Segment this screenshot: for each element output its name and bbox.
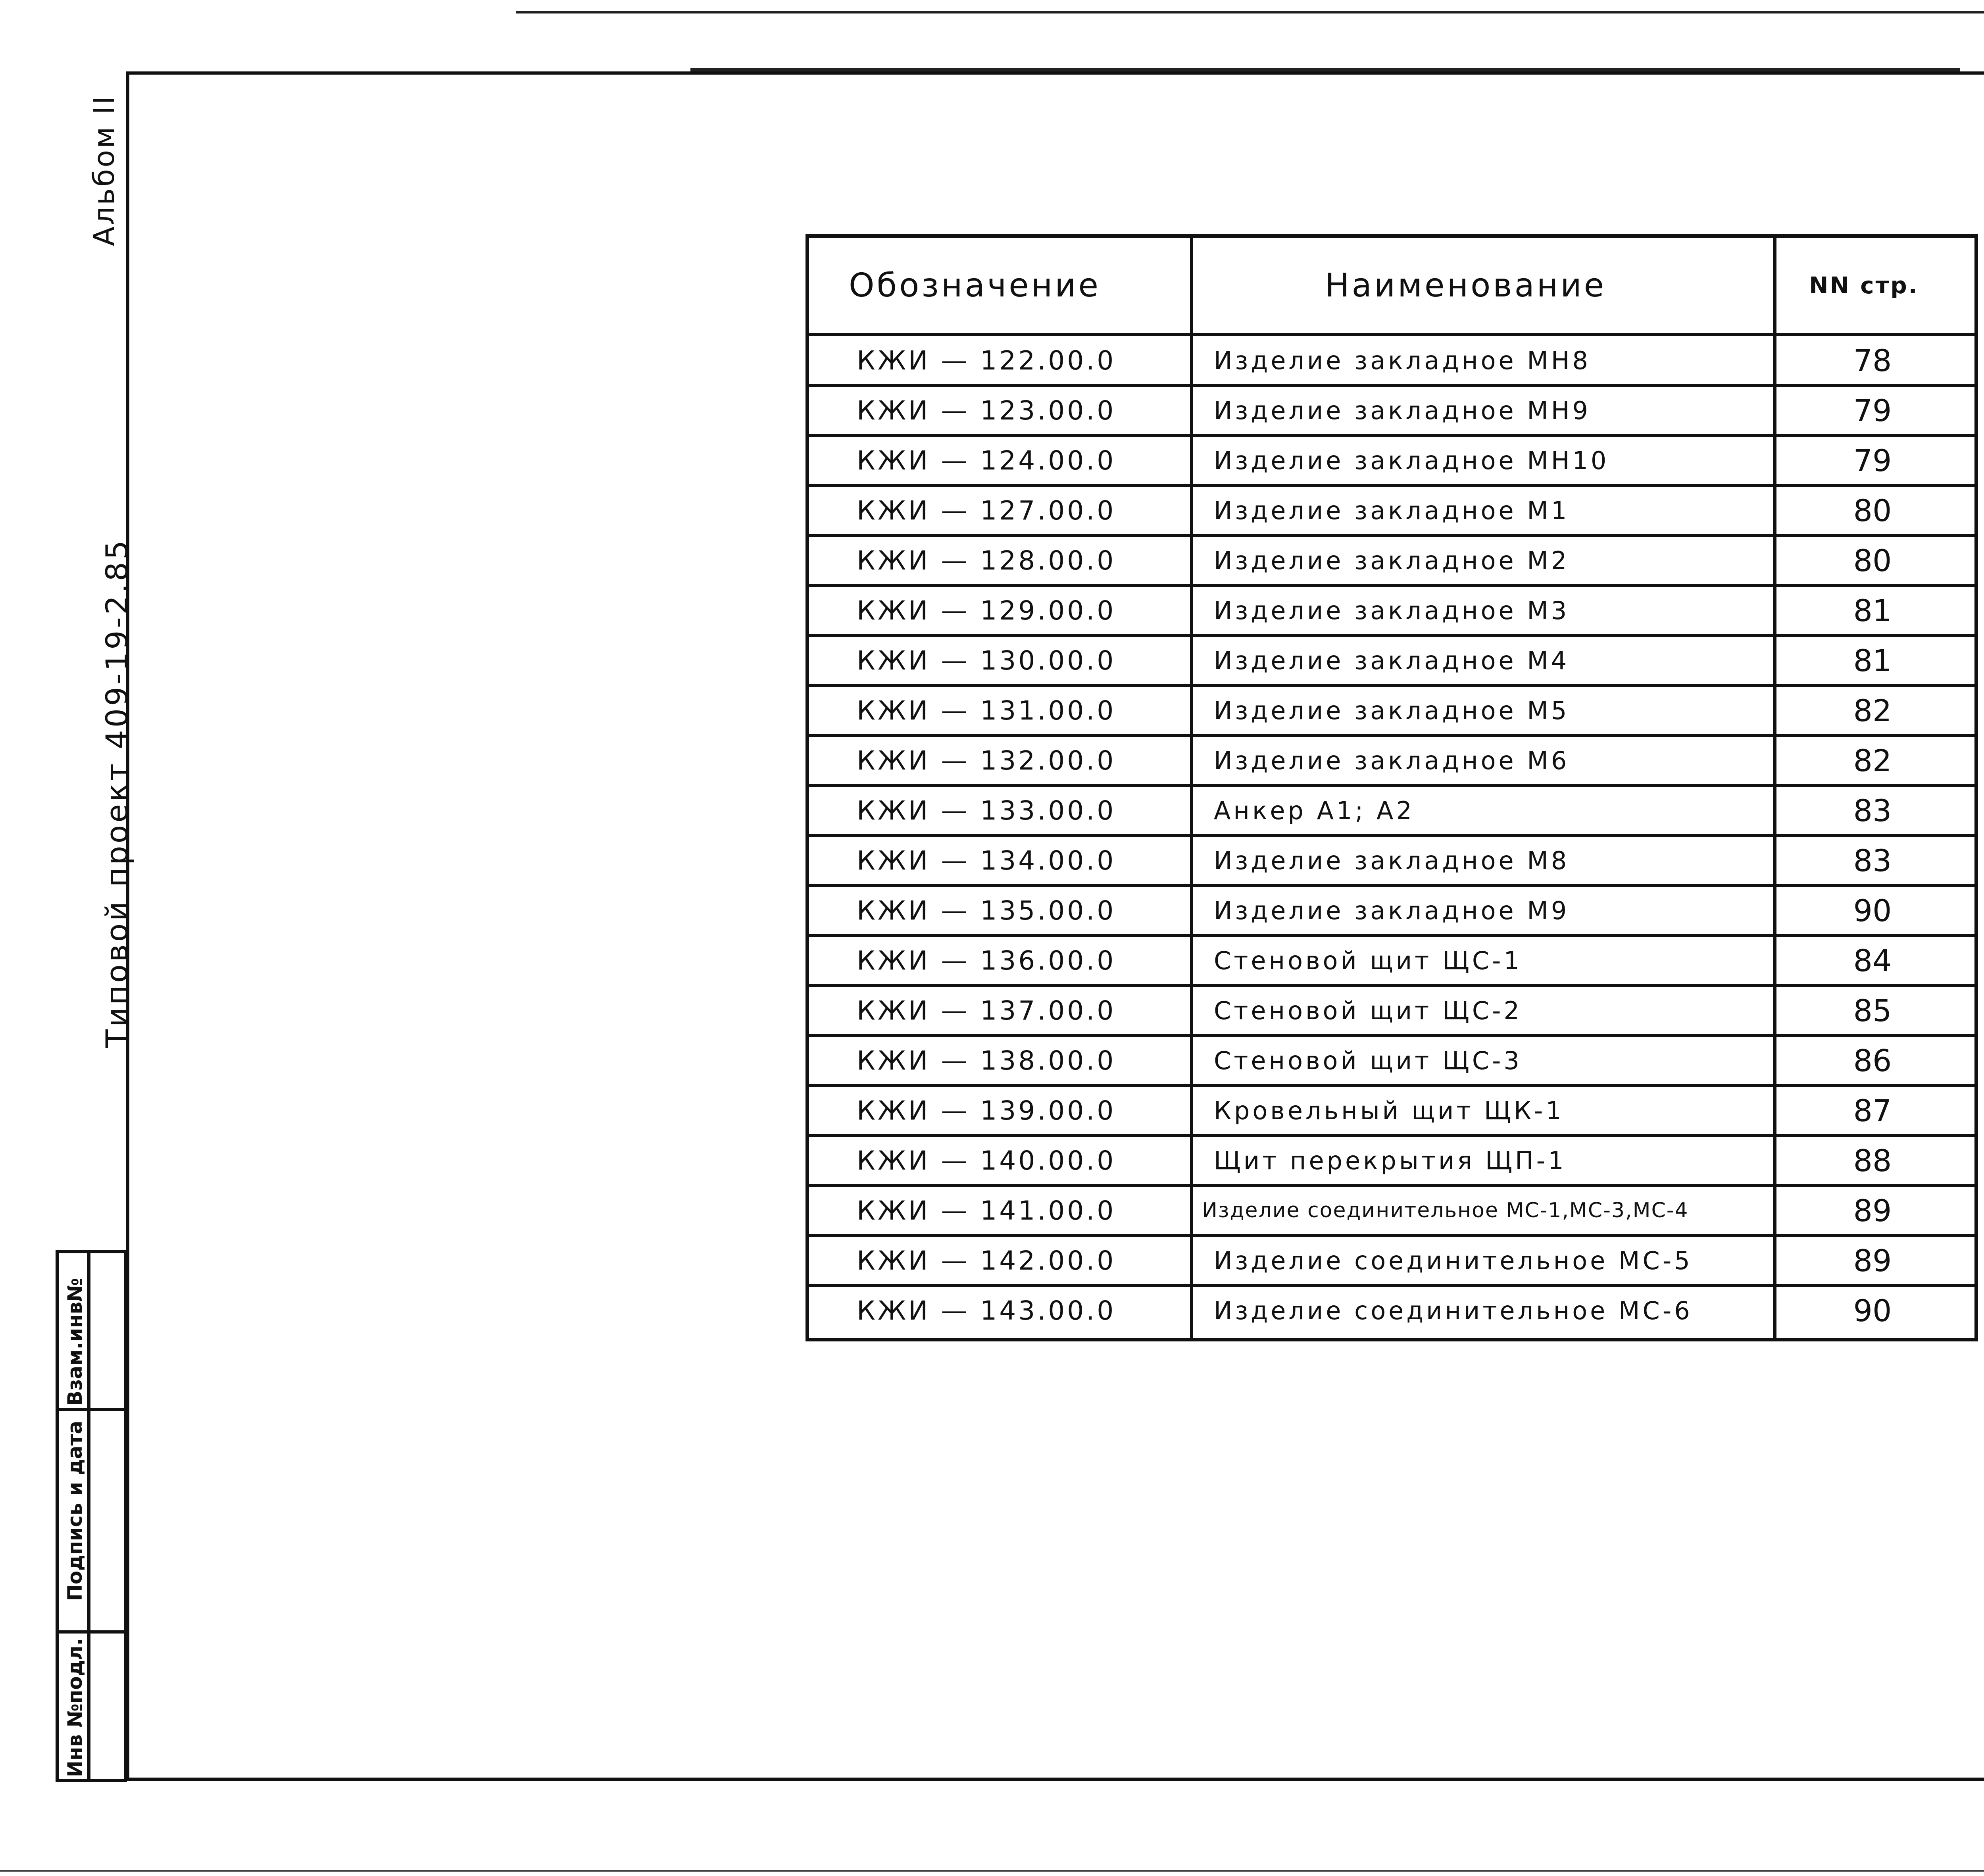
row-name: Изделие закладное М5 bbox=[1214, 696, 1570, 725]
row-page-cell bbox=[1773, 986, 1972, 1035]
header-name: Наименование bbox=[1325, 266, 1607, 304]
table-row bbox=[809, 736, 1974, 785]
row-code: КЖИ — 130.00.0 bbox=[857, 645, 1116, 676]
row-code: КЖИ — 143.00.0 bbox=[857, 1295, 1116, 1326]
approval-stamp bbox=[56, 1250, 127, 1782]
table-row bbox=[809, 486, 1974, 535]
stamp-label-inv-original: Инв №подл. bbox=[63, 1638, 87, 1777]
row-name: Стеновой щит ЩС-2 bbox=[1214, 996, 1522, 1025]
table-row bbox=[809, 536, 1974, 585]
row-name-cell bbox=[1190, 936, 1773, 985]
row-code: КЖИ — 138.00.0 bbox=[857, 1045, 1116, 1076]
table-row bbox=[809, 1286, 1974, 1335]
row-name-cell bbox=[1190, 436, 1773, 485]
row-name: Изделие соединительное МС-6 bbox=[1214, 1296, 1693, 1325]
row-name-cell bbox=[1190, 886, 1773, 935]
header-divider bbox=[809, 333, 1974, 336]
row-page-cell bbox=[1773, 786, 1972, 835]
row-code: КЖИ — 122.00.0 bbox=[857, 345, 1116, 376]
row-page-cell bbox=[1773, 1086, 1972, 1135]
table-row bbox=[809, 586, 1974, 635]
row-name: Изделие закладное М4 bbox=[1214, 646, 1570, 675]
row-code: КЖИ — 136.00.0 bbox=[857, 945, 1116, 976]
row-name-cell bbox=[1190, 986, 1773, 1035]
row-page-cell bbox=[1773, 736, 1972, 785]
row-name: Изделие соединительное МС-1,МС-3,МС-4 bbox=[1202, 1199, 1689, 1222]
row-name-cell bbox=[1190, 1186, 1773, 1235]
header-code: Обозначение bbox=[849, 266, 1101, 304]
row-name: Стеновой щит ЩС-1 bbox=[1214, 946, 1522, 975]
stamp-label-column bbox=[59, 1253, 90, 1779]
table-row bbox=[809, 1236, 1974, 1285]
row-page-cell bbox=[1773, 336, 1972, 385]
row-page-cell bbox=[1773, 886, 1972, 935]
row-name: Стеновой щит ЩС-3 bbox=[1214, 1046, 1522, 1075]
row-name-cell bbox=[1190, 336, 1773, 385]
row-page: 78 bbox=[1853, 342, 1892, 378]
table-row bbox=[809, 936, 1974, 985]
row-page: 82 bbox=[1853, 743, 1892, 778]
row-name-cell bbox=[1190, 636, 1773, 685]
row-name-cell bbox=[1190, 486, 1773, 535]
row-name-cell bbox=[1190, 686, 1773, 735]
row-code: КЖИ — 142.00.0 bbox=[857, 1245, 1116, 1276]
row-code: КЖИ — 135.00.0 bbox=[857, 895, 1116, 926]
row-name: Изделие закладное М8 bbox=[1214, 846, 1570, 875]
row-page-cell bbox=[1773, 486, 1972, 535]
contents-table bbox=[806, 234, 1978, 1341]
row-name-cell bbox=[1190, 736, 1773, 785]
row-page-cell bbox=[1773, 1236, 1972, 1285]
row-code: КЖИ — 131.00.0 bbox=[857, 695, 1116, 726]
row-page: 88 bbox=[1853, 1143, 1892, 1178]
row-name-cell bbox=[1190, 1286, 1773, 1335]
row-code: КЖИ — 124.00.0 bbox=[857, 445, 1116, 476]
row-name-cell bbox=[1190, 586, 1773, 635]
row-name: Изделие закладное МН8 bbox=[1214, 346, 1591, 375]
row-code: КЖИ — 134.00.0 bbox=[857, 845, 1116, 876]
row-code: КЖИ — 123.00.0 bbox=[857, 395, 1116, 426]
row-page-cell bbox=[1773, 436, 1972, 485]
row-code: КЖИ — 139.00.0 bbox=[857, 1095, 1116, 1126]
row-page: 79 bbox=[1853, 443, 1892, 478]
header-page: NN стр. bbox=[1809, 272, 1919, 299]
row-name-cell bbox=[1190, 786, 1773, 835]
row-name-cell bbox=[1190, 1236, 1773, 1285]
row-name: Изделие закладное МН10 bbox=[1214, 446, 1609, 475]
row-name-cell bbox=[1190, 536, 1773, 585]
row-name: Изделие соединительное МС-5 bbox=[1214, 1246, 1693, 1275]
row-name-cell bbox=[1190, 836, 1773, 885]
row-page-cell bbox=[1773, 1036, 1972, 1085]
row-code: КЖИ — 127.00.0 bbox=[857, 495, 1116, 526]
row-name-cell bbox=[1190, 386, 1773, 435]
row-page: 90 bbox=[1853, 893, 1892, 928]
row-name: Изделие закладное МН9 bbox=[1214, 396, 1591, 425]
project-label: Типовой проект 409-19-2.85 bbox=[99, 538, 135, 1048]
album-label: Альбом II bbox=[87, 94, 121, 246]
table-row bbox=[809, 786, 1974, 835]
row-code: КЖИ — 128.00.0 bbox=[857, 545, 1116, 576]
row-page-cell bbox=[1773, 836, 1972, 885]
stamp-divider bbox=[59, 1630, 124, 1634]
row-page-cell bbox=[1773, 1286, 1972, 1335]
row-name-cell bbox=[1190, 1136, 1773, 1185]
table-row bbox=[809, 686, 1974, 735]
row-code: КЖИ — 132.00.0 bbox=[857, 745, 1116, 776]
row-page: 81 bbox=[1853, 643, 1892, 678]
row-name: Кровельный щит ЩК-1 bbox=[1214, 1096, 1564, 1125]
row-page: 80 bbox=[1853, 493, 1892, 528]
row-page: 85 bbox=[1853, 993, 1892, 1028]
row-page: 84 bbox=[1853, 943, 1892, 978]
row-name: Изделие закладное М6 bbox=[1214, 746, 1570, 775]
row-page: 82 bbox=[1853, 693, 1892, 728]
row-page-cell bbox=[1773, 686, 1972, 735]
row-page-cell bbox=[1773, 636, 1972, 685]
row-page-cell bbox=[1773, 1186, 1972, 1235]
stamp-label-replace-inv: Взам.инв№ bbox=[63, 1278, 87, 1406]
stamp-label-signature-date: Подпись и дата bbox=[63, 1420, 87, 1601]
row-code: КЖИ — 137.00.0 bbox=[857, 995, 1116, 1026]
row-page: 86 bbox=[1853, 1043, 1892, 1078]
table-row bbox=[809, 1136, 1974, 1185]
row-page-cell bbox=[1773, 586, 1972, 635]
table-row bbox=[809, 336, 1974, 385]
row-page: 90 bbox=[1853, 1293, 1892, 1328]
top-border-line-inner bbox=[690, 68, 1960, 71]
row-page-cell bbox=[1773, 936, 1972, 985]
row-name-cell bbox=[1190, 1036, 1773, 1085]
row-page: 89 bbox=[1853, 1243, 1892, 1278]
row-code: КЖИ — 140.00.0 bbox=[857, 1145, 1116, 1176]
table-row bbox=[809, 1086, 1974, 1135]
row-name: Изделие закладное М2 bbox=[1214, 546, 1570, 575]
bottom-border-line bbox=[0, 1870, 1984, 1872]
table-row bbox=[809, 636, 1974, 685]
row-page: 87 bbox=[1853, 1093, 1892, 1128]
row-page-cell bbox=[1773, 536, 1972, 585]
table-row bbox=[809, 436, 1974, 485]
table-row bbox=[809, 1186, 1974, 1235]
row-name: Изделие закладное М3 bbox=[1214, 596, 1570, 625]
table-row bbox=[809, 886, 1974, 935]
stamp-divider bbox=[59, 1408, 124, 1411]
row-name: Изделие закладное М9 bbox=[1214, 896, 1570, 925]
row-page: 83 bbox=[1853, 843, 1892, 878]
row-page: 80 bbox=[1853, 543, 1892, 578]
row-page-cell bbox=[1773, 386, 1972, 435]
row-page: 79 bbox=[1853, 393, 1892, 428]
table-row bbox=[809, 1036, 1974, 1085]
row-page: 89 bbox=[1853, 1193, 1892, 1228]
row-page: 83 bbox=[1853, 793, 1892, 828]
row-code: КЖИ — 129.00.0 bbox=[857, 595, 1116, 626]
table-row bbox=[809, 386, 1974, 435]
table-row bbox=[809, 836, 1974, 885]
row-page: 81 bbox=[1853, 593, 1892, 628]
table-row bbox=[809, 986, 1974, 1035]
row-code: КЖИ — 133.00.0 bbox=[857, 795, 1116, 826]
row-code: КЖИ — 141.00.0 bbox=[857, 1195, 1116, 1226]
top-border-line bbox=[516, 11, 1984, 13]
row-name: Изделие закладное М1 bbox=[1214, 496, 1570, 525]
row-name-cell bbox=[1190, 1086, 1773, 1135]
row-name: Щит перекрытия ЩП-1 bbox=[1214, 1146, 1567, 1175]
row-name: Анкер А1; А2 bbox=[1214, 796, 1415, 825]
row-page-cell bbox=[1773, 1136, 1972, 1185]
